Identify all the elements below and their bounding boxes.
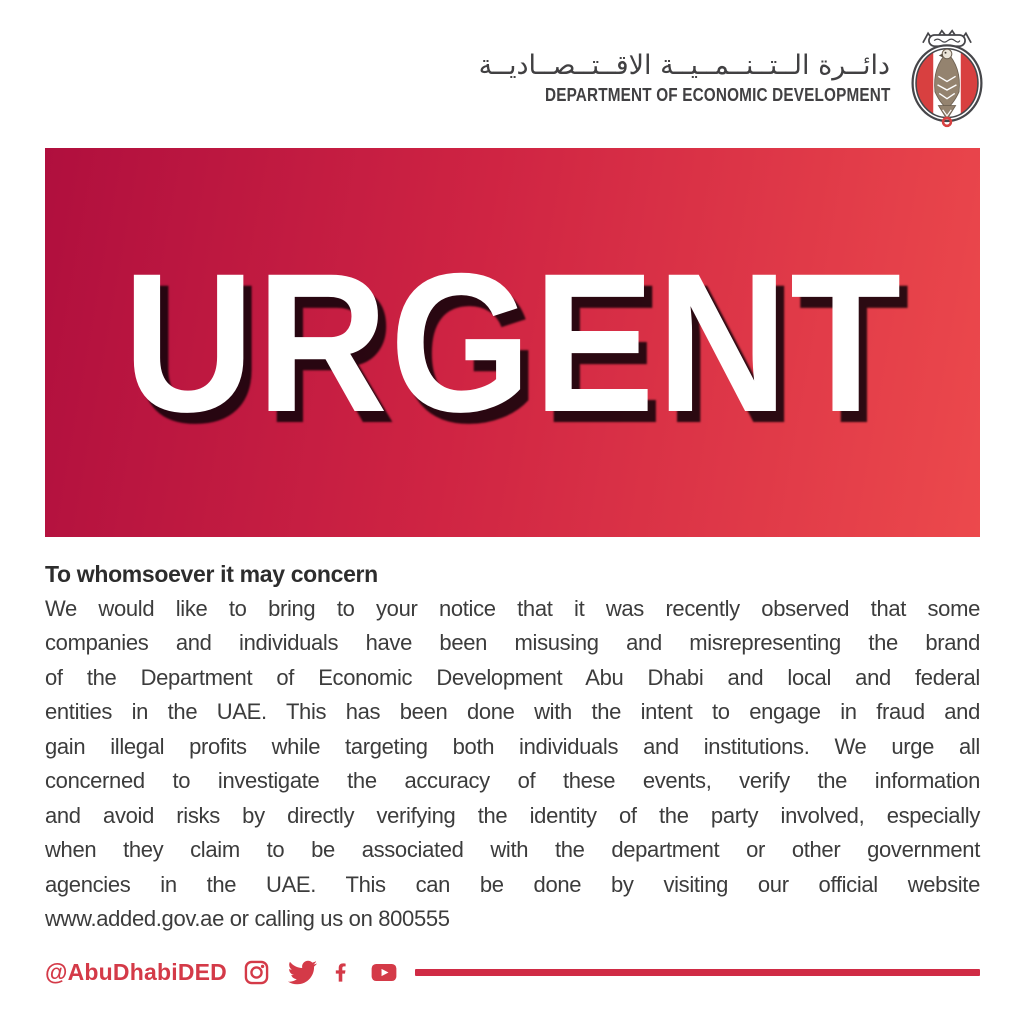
department-logo-text <box>479 50 890 106</box>
notice-body <box>45 557 980 937</box>
abu-dhabi-emblem-icon <box>904 28 990 128</box>
facebook-icon <box>335 959 351 986</box>
department-name-arabic: دائــرة الــتــنــمــيــة الاقــتــصــاديــة <box>478 49 890 81</box>
urgent-banner-text: URGENT <box>122 231 903 453</box>
notice-line: and avoid risks by directly verifying the identity of the party involved, especially <box>45 802 980 828</box>
notice-line-contact: www.added.gov.ae or calling us on 800555 <box>45 906 450 931</box>
notice-line: We would like to bring to your notice that it was recently observed that some <box>45 595 980 621</box>
department-logo <box>479 28 990 128</box>
notice-line: companies and individuals have been misusing and misrepresenting the brand <box>45 630 980 655</box>
twitter-icon <box>288 958 317 987</box>
footer-divider-line <box>415 969 980 976</box>
instagram-icon <box>243 959 270 986</box>
notice-line: of the Department of Economic Development Abu Dhabi and local and federal <box>45 664 980 690</box>
notice-line: entities in the UAE. This has been done with the intent to engage in fraud and <box>45 699 980 724</box>
department-name-english: DEPARTMENT OF ECONOMIC DEVELOPMENT <box>544 85 890 106</box>
urgent-banner <box>45 148 980 537</box>
notice-line: agencies in the UAE. This can be done by visiting our official website <box>45 871 980 897</box>
social-handle: @AbuDhabiDED <box>45 958 227 985</box>
youtube-icon <box>369 959 399 986</box>
notice-line: concerned to investigate the accuracy of these events, verify the information <box>45 768 980 793</box>
notice-heading: To whomsoever it may concern <box>45 561 378 587</box>
footer <box>45 948 980 996</box>
notice-line: when they claim to be associated with the department or other government <box>45 837 980 862</box>
social-icons <box>243 958 399 987</box>
notice-line: gain illegal profits while targeting both individuals and institutions. We urge all <box>45 733 980 759</box>
